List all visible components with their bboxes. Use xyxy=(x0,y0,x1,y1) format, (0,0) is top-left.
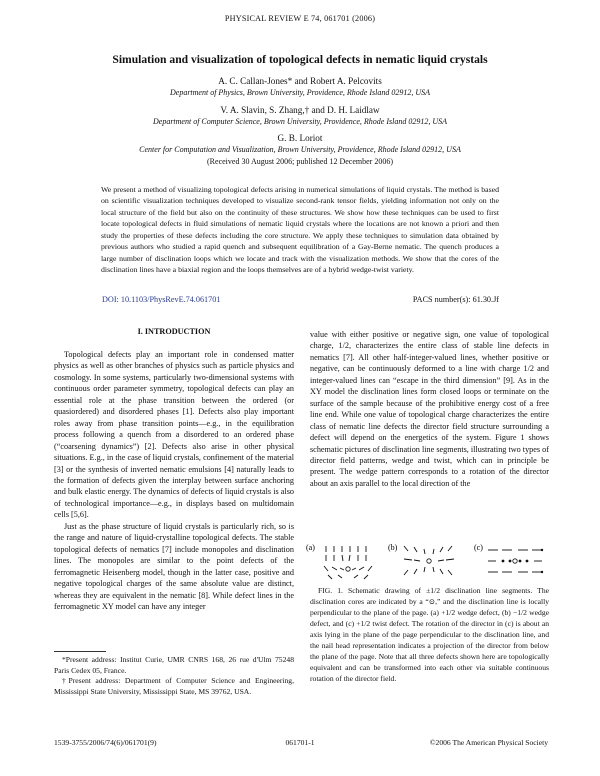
panel-label-a: (a) xyxy=(306,543,315,552)
paper-title: Simulation and visualization of topological defects in nematic liquid crystals xyxy=(112,53,488,66)
section-heading: I. INTRODUCTION xyxy=(137,327,211,336)
footer-page-number: 061701-1 xyxy=(285,738,315,747)
caption-text: FIG. 1. Schematic drawing of ±1/2 disclination line segments. The disclination cores are indicated by a “⊙,” and the disclination line is locally perpendicular to the plane of the page. (a) +1/2 wedge defect, (b) −1/2 wedge defect, and (c) +1/2 twist defect. The rotation of the director in (c) is about an axis lying in the plane of the page perpendicular to the disclination line, and the nail head representation indicates a projection of the director from below the plane of the page. Note that all three defects shown here are topologically equivalent and can be transformed into each other via suitable continuous rotation of the director field. xyxy=(310,586,549,683)
paragraph: Just as the phase structure of liquid crystals is particularly rich, so is the range and nature of liquid-crystalline topological defects. The stable topological defects of nematics [7] include monopoles and disclination lines. The monopoles are similar to the point defects of the ferromagnetic Heisenberg model, though in the latter case, positive and negative topological charges of the same absolute value are distinct, whereas they are equivalent in the nematic [8]. While defect lines in the ferromagnetic XY model can have any integer xyxy=(54,521,294,611)
doi-link[interactable]: DOI: 10.1103/PhysRevE.74.061701 xyxy=(102,295,221,304)
panel-c xyxy=(474,543,543,573)
panel-a xyxy=(306,543,372,579)
footnotes xyxy=(54,655,294,698)
running-header: PHYSICAL REVIEW E 74, 061701 (2006) xyxy=(224,14,376,23)
paragraph: value with either positive or negative sign, one value of topological charge, 1/2, characterizes the entire class of stable line defects in nematics [7]. All other half-integer-valued lines, whether positive or negative, can be continuously deformed to a line with charge 1/2 and integer-valued lines can “escape in the third dimension” [9]. As in the XY model the disclination lines form closed loops or terminate on the surface of the sample because of the prohibitive energy cost of a free line end. While one value of topological charge characterizes the entire class of nematic line defects the director field structure surrounding a defect will depend on the energetics of the system. Figure 1 shows schematic pictures of disclination line segments, illustrating two types of director field patterns, wedge and twist, which can in principle be present. The wedge pattern corresponds to a rotation of the director about an axis parallel to the local direction of the xyxy=(310,330,549,488)
author-line-2: V. A. Slavin, S. Zhang,† and D. H. Laidlaw xyxy=(220,105,380,115)
affiliation-2: Department of Computer Science, Brown University, Providence, Rhode Island 02912, USA xyxy=(152,117,447,126)
left-column-body xyxy=(54,349,294,612)
received-dates: (Received 30 August 2006; published 12 December 2006) xyxy=(207,157,393,166)
footer-copyright: ©2006 The American Physical Society xyxy=(429,738,548,747)
panel-b xyxy=(388,543,454,575)
figure-1-schematic xyxy=(306,542,552,580)
panel-label-b: (b) xyxy=(388,543,398,552)
abstract: We present a method of visualizing topological defects arising in numerical simulations of liquid crystals. The method is based on scientific visualization techniques developed to visualize second-rank tensor fields, yielding information not only on the local structure of the field but also on the continuity of these structures. We show how these techniques can be used to first locate topological defects in fluid simulations of nematic liquid crystals where the locations are not known a priori and then study the properties of these defects including the core structure. We apply these techniques to simulation data obtained by previous authors who studied a rapid quench and subsequent equilibration of a Gay-Berne nematic. The quench produces a large number of disclination loops which we locate and track with the visualization methods. We show that the cores of the disclination lines have a biaxial region and the loops themselves are of a hybrid wedge-twist variety. xyxy=(101,185,499,275)
panel-label-c: (c) xyxy=(474,543,483,552)
author-line-1: A. C. Callan-Jones* and Robert A. Pelcovits xyxy=(218,76,382,86)
figure-1-caption xyxy=(310,586,549,685)
defect-core-icon xyxy=(513,559,517,563)
defect-core-icon xyxy=(346,567,350,571)
author-line-3: G. B. Loriot xyxy=(277,133,323,143)
paragraph: Topological defects play an important role in condensed matter physics as well as other branches of physics such as particle physics and cosmology. In some systems, particularly two-dimensional systems with continuous order parameter symmetry, topological defects can play an essential role at the phase transition between the ordered (or quasiordered) and disordered phases [1]. Defects also play important roles away from phase transition points—e.g., in the equilibration process following a quench from a disordered to an ordered phase (“coarsening dynamics”) [2]. Defects also arise in other physical situations. E.g., in the case of liquid crystals, confinement of the material [3] or the synthesis of inverted nematic emulsions [4] naturally leads to the formation of defects given the interplay between surface anchoring and bulk elastic energy. The dynamics of defects of liquid crystals is also of technological importance—e.g., in displays based on multidomain cells [5,6]. xyxy=(54,350,294,520)
pacs-numbers: PACS number(s): 61.30.Jf xyxy=(412,295,499,304)
defect-core-icon xyxy=(427,559,431,563)
affiliation-3: Center for Computation and Visualization, Brown University, Providence, Rhode Island 02912, USA xyxy=(139,145,461,154)
footnote-rule xyxy=(54,651,106,652)
footnote: †Present address: Department of Computer Science and Engineering, Mississippi State University, Mississippi State, MS 39762, USA. xyxy=(54,676,294,697)
affiliation-1: Department of Physics, Brown University, Providence, Rhode Island 02912, USA xyxy=(169,88,431,97)
footer-issn: 1539-3755/2006/74(6)/061701(9) xyxy=(54,738,157,747)
footnote: *Present address: Institut Curie, UMR CNRS 168, 26 rue d'Ulm 75248 Paris Cedex 05, France. xyxy=(54,655,294,675)
right-column-body xyxy=(310,329,549,489)
